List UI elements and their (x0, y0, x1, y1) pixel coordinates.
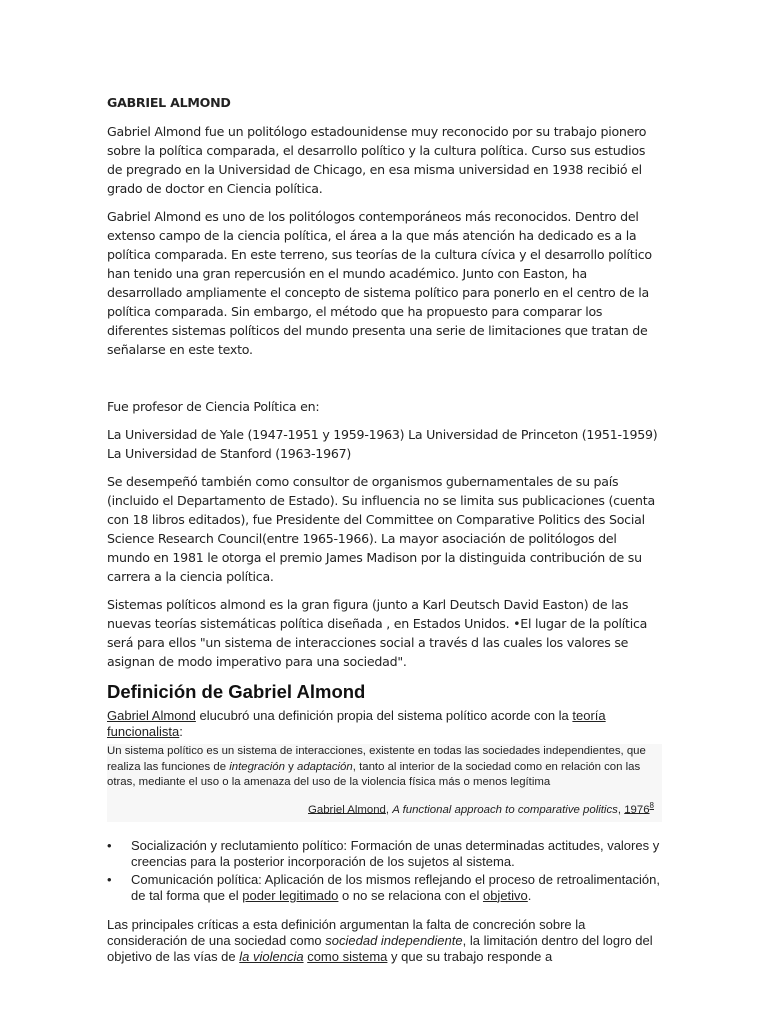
critique-paragraph (107, 917, 662, 965)
bullet-marker: • (107, 871, 112, 887)
definition-lead (107, 708, 662, 740)
cite-sep: , (617, 803, 625, 816)
link-teoria-funcionalista[interactable]: teoría funcionalista (107, 708, 606, 739)
quote-italic: integración (229, 760, 285, 773)
quote-citation (107, 791, 658, 818)
critique-text: , la limitación dentro del logro del objetivo de las vías de (107, 932, 653, 964)
definition-heading: Definición de Gabriel Almond (107, 681, 366, 702)
universities-line-2: La Universidad de Stanford (1963-1967) (107, 446, 352, 461)
document-title: GABRIEL ALMOND (107, 95, 231, 110)
list-item-text: . (527, 887, 532, 903)
critique-text: Las principales críticas a esta definición argumentan la falta de concreción sobre la consideración de una sociedad como (107, 916, 586, 948)
bio-paragraph-1: Gabriel Almond fue un politólogo estadounidense muy reconocido por su trabajo pionero sobre la política comparada, el desarrollo político y la cultura política. Curso sus estudios de pregrado en la Universidad de Chicago, en esa misma universidad en 1938 recibió el grado de doctor en Ciencia política. (107, 124, 647, 196)
bullet-marker: • (107, 837, 112, 853)
critique-text: y que su trabajo responde a (387, 948, 553, 964)
profesor-intro: Fue profesor de Ciencia Política en: (107, 399, 320, 414)
universities-line-1: La Universidad de Yale (1947-1951 y 1959-1963) La Universidad de Princeton (1951-1959) (107, 427, 658, 442)
list-item-text: Socialización y reclutamiento político: Formación de unas determinadas actitudes, valores y creencias para la posterior incorporación de los sujetos al sistema. (131, 837, 660, 869)
link-cite-author[interactable]: Gabriel Almond (308, 803, 386, 816)
list-item-text: Comunicación política: Aplicación de los mismos reflejando el proceso de retroalimentación, de tal forma que el (131, 871, 660, 903)
cite-sep: , (385, 803, 393, 816)
link-cite-year[interactable]: 1976 (624, 803, 650, 816)
link-footnote-ref[interactable]: 8 (649, 800, 654, 810)
bio-paragraph-2: Gabriel Almond es uno de los politólogos contemporáneos más reconocidos. Dentro del extenso campo de la ciencia política, el área a la que más atención ha dedicado es a la política comparada. En este terreno, sus teorías de la cultura cívica y el desarrollo político han tenido una gran repercusión en el mundo académico. Junto con Easton, ha desarrollado ampliamente el concepto de sistema político para ponerlo en el centro de la política comparada. Sin embargo, el método que ha propuesto para comparar los diferentes sistemas políticos del mundo presenta una serie de limitaciones que tratan de señalarse en este texto. (107, 209, 652, 357)
link-como-sistema[interactable]: como sistema (307, 948, 388, 964)
link-objetivo[interactable]: objetivo (482, 887, 528, 903)
list-item (107, 872, 662, 904)
consultor-paragraph: Se desempeñó también como consultor de organismos gubernamentales de su país (incluido el Departamento de Estado). Su influencia no se limita sus publicaciones (cuenta con 18 libros editados), fue Presidente del Committee on Comparative Politics des Social Science Research Council(entre 1965-1966). La mayor asociación de politólogos del mundo en 1981 le otorga el premio James Madison por la distinguida contribución de su carrera a la ciencia política. (107, 474, 655, 584)
list-item (107, 838, 662, 870)
sistemas-paragraph: Sistemas políticos almond es la gran figura (junto a Karl Deutsch David Easton) de las nuevas teorías sistemáticas política diseñada , en Estados Unidos. •El lugar de la política será para ellos "un sistema de interacciones social a través d las cuales los valores se asignan de modo imperativo para una sociedad". (107, 597, 648, 669)
quote-part: Un sistema político es un sistema de interacciones, existente en todas las sociedades independientes, que realiza las funciones de (107, 745, 646, 773)
quote-part: y (284, 760, 297, 773)
quote-part: , tanto al interior de la sociedad como en relación con las otras, mediante el uso o la amenaza del uso de la violencia física más o menos legítima (107, 760, 641, 788)
lead-text: elucubró una definición propia del sistema político acorde con la (195, 708, 573, 723)
list-item-text: o no se relaciona con el (338, 887, 483, 903)
functions-list (107, 838, 662, 904)
document-page (107, 93, 662, 965)
quote-text (107, 744, 658, 791)
link-gabriel-almond[interactable]: Gabriel Almond (107, 708, 196, 723)
universities (107, 425, 662, 463)
spacer (107, 368, 662, 397)
link-la-violencia[interactable]: la violencia (239, 948, 304, 964)
lead-colon: : (179, 724, 183, 739)
definition-quote (107, 744, 662, 822)
critique-italic: sociedad independiente (325, 932, 463, 948)
cite-work: A functional approach to comparative politics (392, 803, 618, 816)
quote-italic: adaptación (296, 760, 353, 773)
link-poder-legitimado[interactable]: poder legitimado (242, 887, 339, 903)
